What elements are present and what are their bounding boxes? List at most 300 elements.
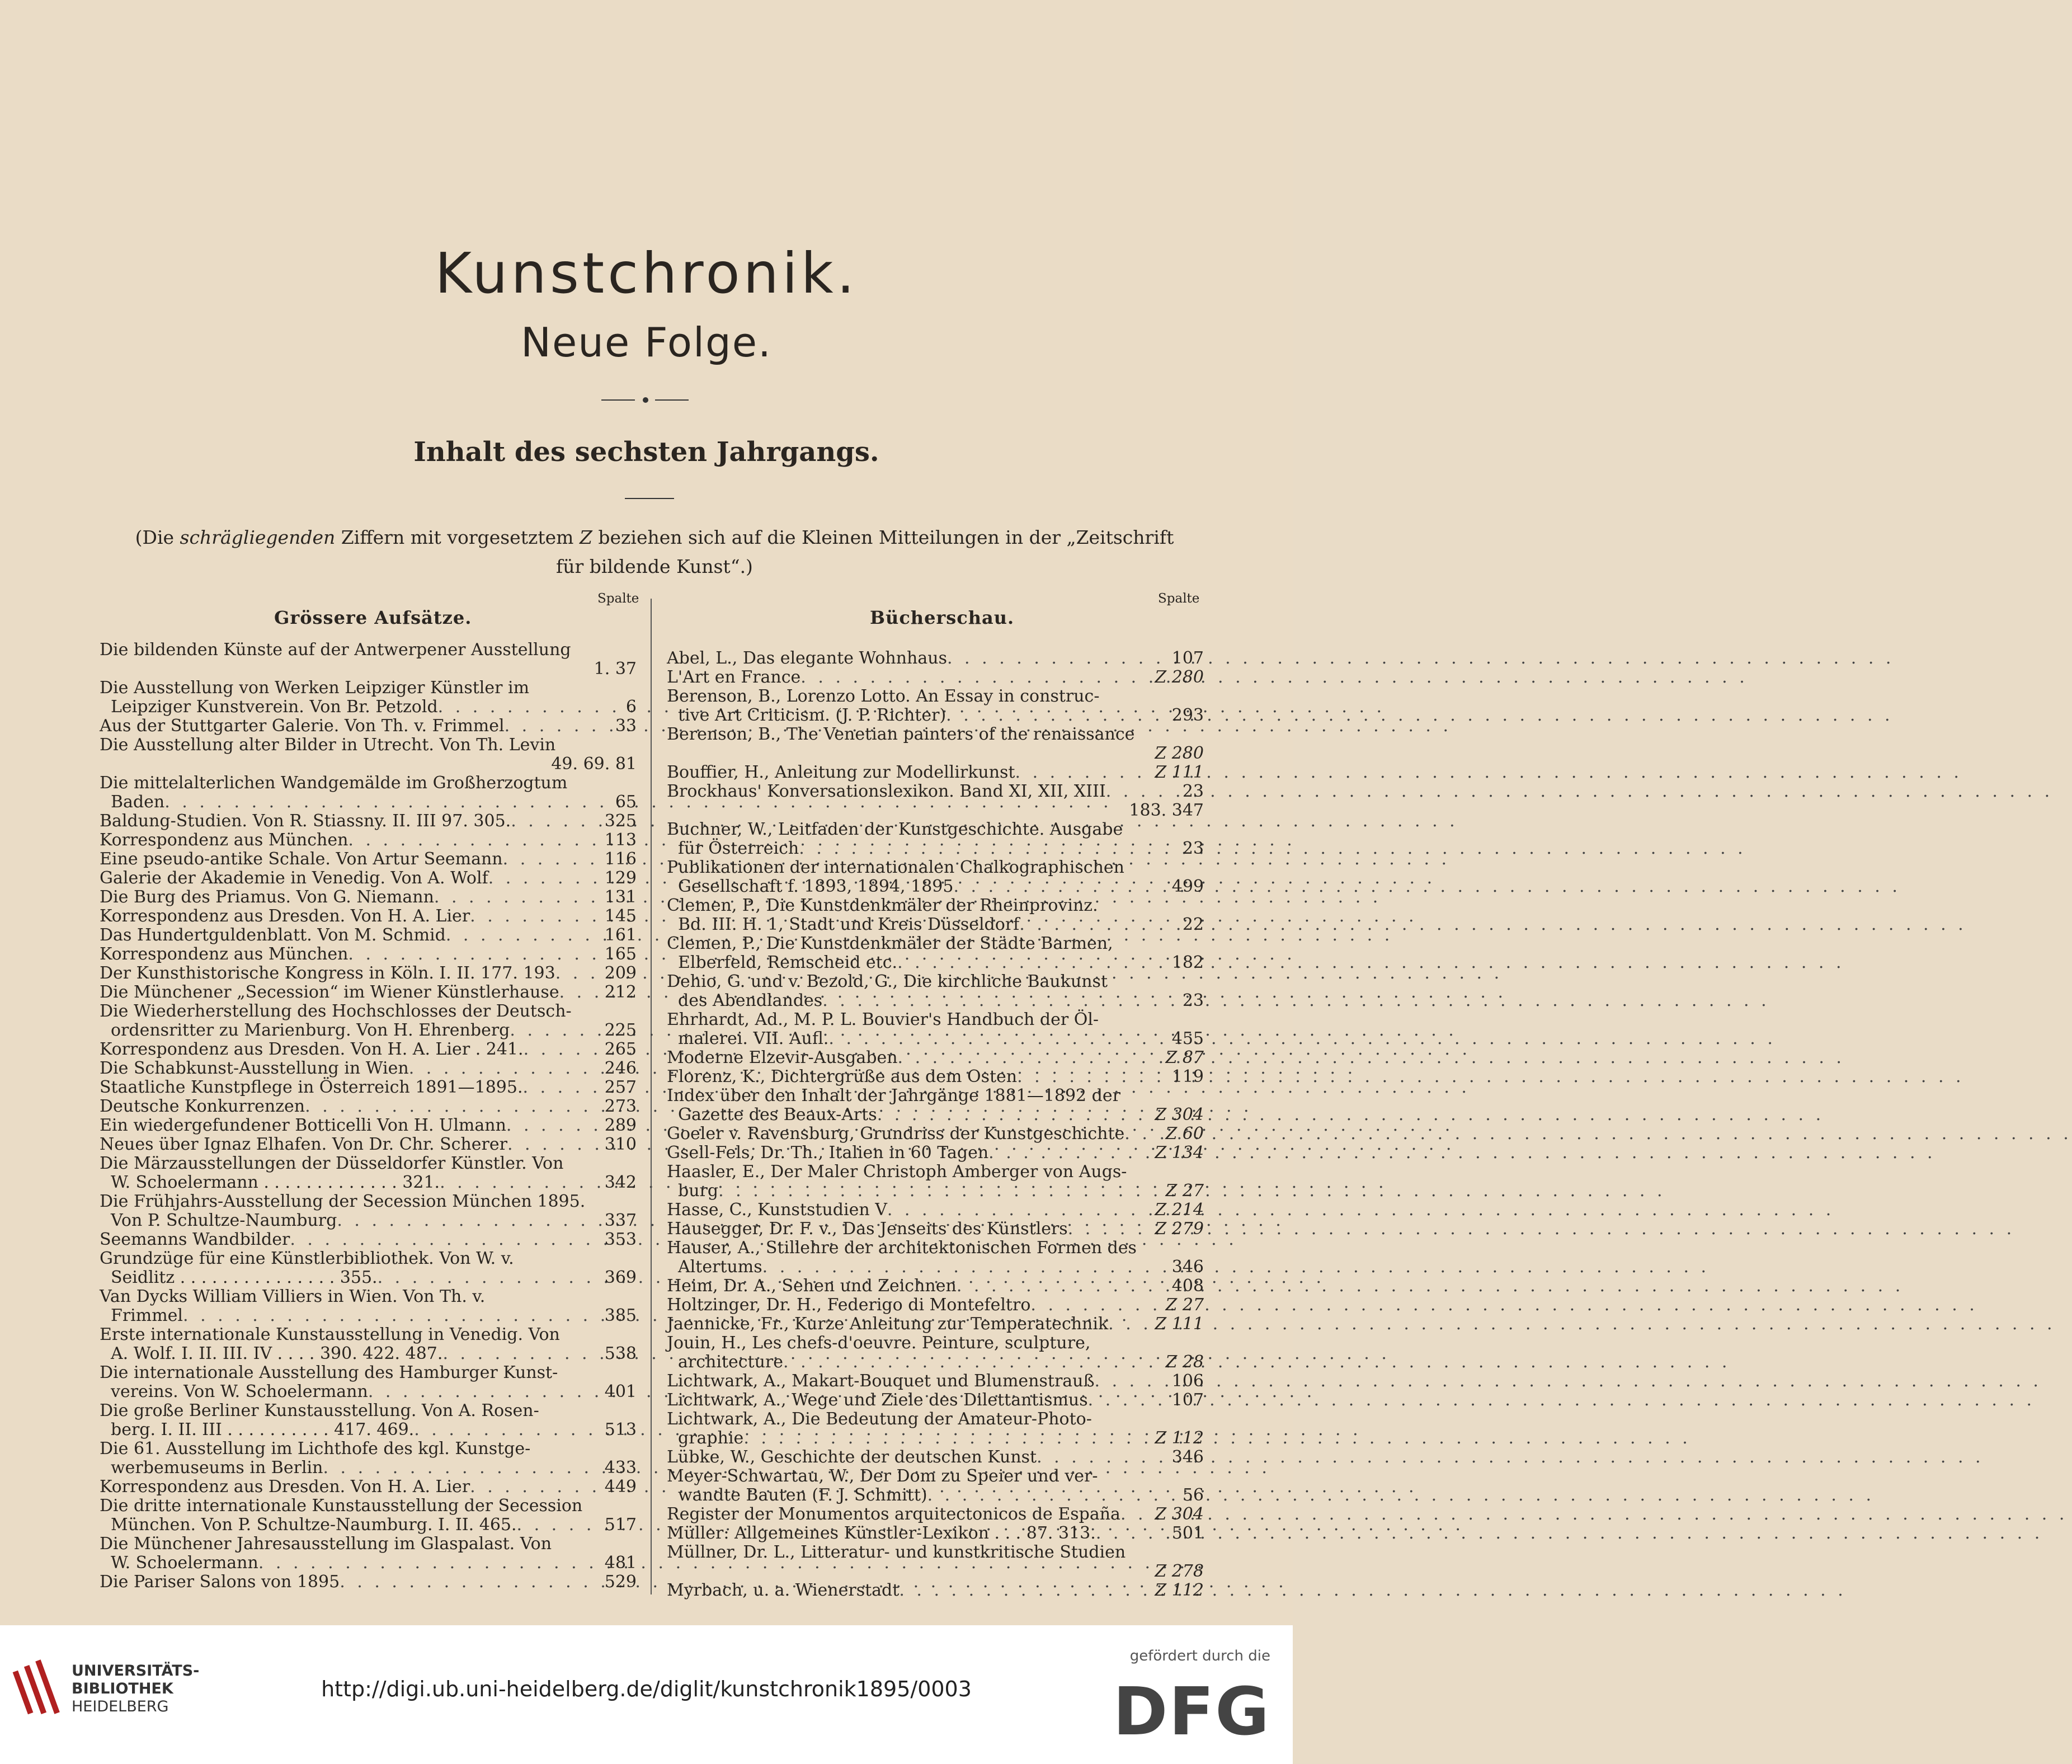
toc-entry-text: berg. I. II. III . . . . . . . . . . 417. 469. [111,1420,415,1440]
toc-entry-column-ref: 433 [604,1458,637,1478]
toc-entry-column-ref: Z 27 [1165,1295,1204,1315]
page-subtitle: Neue Folge. [521,319,772,366]
toc-entry-text: Die Frühjahrs-Ausstellung der Secession München 1895. [100,1192,586,1211]
toc-entry [100,736,637,755]
leader-dots [378,1268,600,1287]
toc-entry-text: Gesellschaft f. 1893, 1894, 1895 [678,877,954,896]
toc-entry [667,782,1204,801]
toc-entry-text: Eine pseudo-antike Schale. Von Artur Seemann [100,849,503,869]
toc-entry-text: München. Von P. Schultze-Naumburg. I. II. 465. [111,1515,517,1535]
toc-entry-column-ref: 23 [1182,782,1204,801]
toc-entry-text: ordensritter zu Marienburg. Von H. Ehrenberg [111,1020,510,1040]
leader-dots [505,717,611,736]
toc-entry-column-ref: 161 [604,925,637,945]
leader-dots [927,1486,1178,1505]
toc-entry [100,1363,637,1382]
toc-entry [100,793,637,812]
toc-entry [667,858,1204,877]
toc-entry-text: Haasler, E., Der Maler Christoph Amberger von Augs- [667,1162,1127,1182]
leader-dots [488,869,600,888]
leader-dots [762,1258,1167,1277]
toc-entry-text: Bd. III. H. 1, Stadt und Kreis Düsseldorf [678,915,1020,934]
toc-entry-column-ref: Z 280 [1155,744,1204,763]
toc-entry-text: Publikationen der internationalen Chalkographischen [667,858,1124,877]
toc-entry-column-ref: 257 [604,1078,637,1097]
toc-entry [100,1192,637,1211]
toc-entry-column-ref: Z 28 [1165,1352,1204,1372]
toc-entry-column-ref: 23 [1182,991,1204,1010]
toc-entry-text: Baden [111,792,165,812]
toc-entry-text: Meyer-Schwartau, W., Der Dom zu Speier und ver- [667,1466,1098,1486]
leader-dots [440,1173,600,1192]
leader-dots [887,1201,1150,1220]
leader-dots [898,1048,1161,1067]
toc-entry-column-ref: 106 [1171,1371,1204,1391]
toc-entry [667,1486,1204,1505]
toc-entry [100,1516,637,1535]
toc-entry-column-ref: Z 111 [1155,1314,1204,1334]
toc-entry-text: burg [678,1181,719,1201]
toc-entry-text: Ein wiedergefundener Botticelli Von H. Ulmann [100,1116,506,1135]
leader-dots [414,1420,600,1440]
toc-entry-text: Die Wiederherstellung des Hochschlosses der Deutsch- [100,1001,572,1021]
toc-entry-text: Baldung-Studien. Von R. Stiassny. II. III 97. 305. [100,811,511,831]
leader-dots [164,793,611,812]
leader-dots [438,698,621,717]
toc-entry [100,641,637,660]
leader-dots [555,964,600,983]
leader-dots [183,1306,600,1325]
toc-entry-column-ref: Z 111 [1155,763,1204,782]
toc-entry [100,1535,637,1554]
toc-entry [100,1573,637,1592]
toc-entry [667,1524,1204,1543]
toc-entry [667,1372,1204,1391]
toc-entry-text: tive Art Criticism. (J. P. Richter) [678,705,946,725]
toc-entry-text: Hasse, C., Kunststudien V [667,1200,887,1220]
toc-entry-text: Holtzinger, Dr. H., Federigo di Montefeltro [667,1295,1031,1315]
leader-dots [799,839,1178,858]
leader-dots [828,1029,1167,1048]
toc-entry [667,1182,1204,1201]
leader-dots [1068,1220,1151,1239]
toc-entry-text: Die internationale Ausstellung des Hamburger Kunst- [100,1363,558,1382]
toc-entry [100,1230,637,1249]
heading-rule [625,498,674,499]
toc-entry-column-ref: 145 [604,906,637,926]
toc-entry-text: Der Kunsthistorische Kongress in Köln. I. II. 177. 193 [100,963,555,983]
toc-entry-column-ref: 212 [604,982,637,1002]
leader-dots [258,1554,600,1573]
toc-entry-text: Von P. Schultze-Naumburg [111,1211,337,1230]
toc-entry [667,953,1204,972]
toc-entry-column-ref: 107 [1171,1390,1204,1410]
toc-entry [100,907,637,926]
toc-entry-column-ref: 6 [625,697,637,717]
toc-entry [667,1029,1204,1048]
toc-entry [100,1344,637,1363]
leader-dots [1088,1391,1167,1410]
toc-entry [667,1543,1204,1562]
footer-bar [0,1625,1293,1764]
toc-entry-column-ref: Z 304 [1155,1105,1204,1125]
toc-entry [667,896,1204,915]
leader-dots [511,812,600,831]
leader-dots [368,1382,600,1401]
toc-entry-text: Gazette des Beaux-Arts [678,1105,877,1125]
leader-dots [1015,763,1151,782]
toc-entry-column-ref: 408 [1171,1276,1204,1296]
leader-dots [290,1230,600,1249]
toc-entry [667,1144,1204,1163]
toc-entry [100,1116,637,1135]
toc-entry-text: Korrespondenz aus München [100,944,349,964]
toc-entry [667,1467,1204,1486]
toc-entry [667,1562,1204,1581]
toc-entry [667,1505,1204,1524]
toc-entry-column-ref: Z 279 [1155,1219,1204,1239]
leader-dots [337,1211,600,1230]
toc-entry [667,972,1204,991]
toc-entry [667,820,1204,839]
toc-entry [100,1420,637,1440]
toc-entry [667,1086,1204,1106]
leader-dots [783,1353,1161,1372]
toc-entry-column-ref: 529 [604,1572,637,1592]
leader-dots [506,1116,600,1135]
leader-dots [877,1106,1151,1125]
toc-entry [667,744,1204,763]
toc-entry-column-ref: 346 [1171,1257,1204,1277]
toc-entry [100,1325,637,1344]
toc-entry-text: Leipziger Kunstverein. Von Br. Petzold [111,697,438,717]
toc-entry-column-ref: 513 [604,1420,637,1440]
toc-entry-column-ref: 289 [604,1116,637,1135]
toc-entry [667,706,1204,725]
toc-entry [100,812,637,831]
toc-entry [100,1249,637,1268]
toc-entry-text: Grundzüge für eine Künstlerbibliothek. Von W. v. [100,1249,514,1268]
toc-entry-column-ref: 49. 69. 81 [551,754,637,774]
toc-entry-text: W. Schoelermann [111,1553,258,1573]
toc-entry [667,1353,1204,1372]
toc-entry-text: A. Wolf. I. II. III. IV . . . . 390. 422. 487. [111,1344,443,1363]
toc-entry-text: Neues über Ignaz Elhafen. Von Dr. Chr. Scherer [100,1135,507,1154]
leader-dots [953,877,1167,896]
toc-entry [667,1296,1204,1315]
leader-dots [947,649,1167,668]
toc-entry-text: Berenson, B., Lorenzo Lotto. An Essay in construc- [667,686,1100,706]
toc-entry-column-ref: Z 27 [1165,1181,1204,1201]
leader-dots [1106,782,1178,801]
toc-entry-column-ref: 353 [604,1230,637,1249]
right-spalte-label: Spalte [1158,591,1200,606]
toc-entry [667,1429,1204,1448]
toc-entry-text: Seemanns Wandbilder [100,1230,290,1249]
leader-dots [1108,1315,1150,1334]
leader-dots [559,983,600,1002]
toc-entry-text: Die Pariser Salons von 1895 [100,1572,340,1592]
leader-dots [340,1573,600,1592]
toc-entry-text: Lichtwark, A., Die Bedeutung der Amateur-Photo- [667,1409,1092,1429]
leader-dots [323,1459,600,1478]
toc-entry [100,1078,637,1097]
toc-entry-column-ref: Z 112 [1155,1580,1204,1600]
toc-entry-text: Elberfeld, Remscheid etc. [678,953,898,972]
toc-entry [667,915,1204,934]
toc-entry-text: Korrespondenz aus München [100,830,349,850]
toc-entry [100,1306,637,1325]
toc-entry [100,888,637,907]
toc-entry-text: Gsell-Fels, Dr. Th., Italien in 60 Tagen [667,1143,989,1163]
toc-entry-column-ref: 119 [1171,1067,1204,1086]
toc-entry-column-ref: 273 [604,1097,637,1116]
toc-entry [667,668,1204,687]
toc-entry [100,850,637,869]
toc-entry-column-ref: 449 [604,1477,637,1497]
toc-entry [667,1277,1204,1296]
toc-entry-column-ref: 65 [615,792,637,812]
toc-entry-column-ref: 183. 347 [1129,801,1204,820]
toc-entry-column-ref: 385 [604,1306,637,1325]
toc-entry-column-ref: Z 112 [1155,1428,1204,1448]
toc-entry-text: Korrespondenz aus Dresden. Von H. A. Lier [100,906,470,926]
toc-entry-column-ref: 342 [604,1173,637,1192]
toc-entry-text: Altertums [678,1257,762,1277]
toc-entry [667,1010,1204,1029]
leader-dots [899,1581,1150,1600]
toc-entry-text: Dehio, G. und v. Bezold, G., Die kirchliche Baukunst [667,972,1108,991]
toc-entry [667,649,1204,668]
toc-entry-column-ref: 337 [604,1211,637,1230]
toc-entry-text: Die bildenden Künste auf der Antwerpener Ausstellung [100,640,571,660]
toc-entry-text: Clemen, P., Die Kunstdenkmäler der Rheinprovinz. [667,896,1098,915]
toc-entry-column-ref: 107 [1171,648,1204,668]
contents-heading: Inhalt des sechsten Jahrgangs. [413,436,879,468]
toc-entry-column-ref: Z 87 [1165,1048,1204,1067]
toc-entry [100,1268,637,1287]
toc-entry [667,1334,1204,1353]
toc-entry-text: Lichtwark, A., Wege und Ziele des Dilettantismus [667,1390,1088,1410]
toc-entry-column-ref: 56 [1182,1485,1204,1505]
library-name: UNIVERSITÄTS- BIBLIOTHEK HEIDELBERG [72,1662,200,1715]
toc-entry-text: Die Münchener „Secession“ im Wiener Künstlerhause [100,982,559,1002]
toc-entry-column-ref: 246 [604,1059,637,1078]
toc-entry [100,679,637,698]
toc-entry [100,1173,637,1192]
right-column-entries [667,649,1204,1600]
leader-dots [946,706,1167,725]
toc-entry [100,1097,637,1116]
source-url-link[interactable]: http://digi.ub.uni-heidelberg.de/diglit/kunstchronik1895/0003 [321,1677,972,1701]
toc-entry [667,991,1204,1010]
toc-entry [100,1497,637,1516]
toc-entry [667,1106,1204,1125]
toc-entry [100,755,637,774]
toc-entry [100,1021,637,1040]
toc-entry [100,1478,637,1497]
toc-entry-text: Korrespondenz aus Dresden. Von H. A. Lier [100,1477,470,1497]
toc-entry-text: Frimmel [111,1306,183,1325]
leader-dots [743,1429,1150,1448]
toc-entry-column-ref: 401 [604,1382,637,1401]
toc-entry-text: werbemuseums in Berlin [111,1458,323,1478]
toc-entry [667,839,1204,858]
toc-entry [100,1382,637,1401]
toc-entry [100,1002,637,1021]
leader-dots [523,1078,600,1097]
toc-entry-text: W. Schoelermann . . . . . . . . . . . . . 321. [111,1173,440,1192]
toc-entry-column-ref: 165 [604,944,637,964]
toc-entry [100,1135,637,1154]
toc-entry-column-ref: Z 134 [1155,1143,1204,1163]
leader-dots [470,907,600,926]
toc-entry [100,660,637,679]
intro-note: (Die schrägliegenden Ziffern mit vorgesetztem Z beziehen sich auf die Kleinen Mitteilungen in der „Zeitschrift für bildende Kunst“.) [135,526,1174,577]
leader-dots [800,668,1150,687]
toc-entry [100,1211,637,1230]
leader-dots [305,1097,600,1116]
toc-entry-text: Die mittelalterlichen Wandgemälde im Großherzogtum [100,773,568,793]
toc-entry [667,687,1204,706]
toc-entry [100,1554,637,1573]
toc-entry [667,1581,1204,1600]
toc-entry-text: Die dritte internationale Kunstausstellung der Secession [100,1496,583,1516]
toc-entry [667,1239,1204,1258]
toc-entry-column-ref: 1. 37 [594,659,637,679]
leader-dots [524,1040,600,1059]
toc-entry [667,1048,1204,1067]
toc-entry-text: architecture [678,1352,784,1372]
toc-entry-column-ref: 346 [1171,1447,1204,1467]
leader-dots [517,1516,600,1535]
toc-entry-text: für Österreich [678,839,799,858]
toc-entry-column-ref: Z 60 [1165,1124,1204,1144]
leader-dots [507,1135,600,1154]
left-spalte-label: Spalte [597,591,639,606]
toc-entry-text: Erste internationale Kunstausstellung in Venedig. Von [100,1325,560,1344]
toc-entry [667,763,1204,782]
toc-entry-text: Lichtwark, A., Makart-Bouquet und Blumenstrauß [667,1371,1095,1391]
toc-entry-text: Lübke, W., Geschichte der deutschen Kunst [667,1447,1037,1467]
left-column-entries [100,641,637,1592]
leader-dots [442,1344,600,1363]
right-column-title: Bücherschau. [870,607,1015,628]
toc-entry-text: Das Hundertguldenblatt. Von M. Schmid [100,925,446,945]
toc-entry-text: malerei. VII. Aufl. [678,1029,829,1048]
toc-entry-text: Florenz, K., Dichtergrüße aus dem Osten [667,1067,1018,1086]
leader-dots [897,953,1167,972]
toc-entry-text: Die Ausstellung alter Bilder in Utrecht. Von Th. Levin [100,735,556,755]
toc-entry-text: Moderne Elzevir-Ausgaben [667,1048,898,1067]
toc-entry [100,1440,637,1459]
toc-entry-text: wandte Bauten (F. J. Schmitt) [678,1485,927,1505]
leader-dots [1096,1524,1167,1543]
leader-dots [510,1021,600,1040]
toc-entry-column-ref: 499 [1171,877,1204,896]
leader-dots [1017,1067,1167,1086]
toc-entry-text: Abel, L., Das elegante Wohnhaus [667,648,947,668]
toc-entry-text: L'Art en France [667,667,801,687]
toc-entry-column-ref: 182 [1171,953,1204,972]
toc-entry-text: Bouffier, H., Anleitung zur Modellirkunst [667,763,1015,782]
toc-entry [667,1067,1204,1086]
leader-dots [409,1059,600,1078]
toc-entry [100,964,637,983]
toc-entry-column-ref: 225 [604,1020,637,1040]
toc-entry-text: Hausegger, Dr. F. v., Das Jenseits des Künstlers [667,1219,1068,1239]
leader-dots [1037,1448,1167,1467]
toc-entry-text: Aus der Stuttgarter Galerie. Von Th. v. Frimmel [100,716,505,736]
toc-entry [667,1391,1204,1410]
toc-entry [667,1163,1204,1182]
toc-entry-text: Die Ausstellung von Werken Leipziger Künstler im [100,678,530,698]
toc-entry-column-ref: 517 [604,1515,637,1535]
toc-entry [100,774,637,793]
leader-dots [348,831,600,850]
toc-entry-column-ref: 131 [604,887,637,907]
toc-entry-text: Brockhaus' Konversationslexikon. Band XI, XII, XIII [667,782,1106,801]
toc-entry-column-ref: 23 [1182,839,1204,858]
leader-dots [957,1277,1167,1296]
toc-entry-column-ref: 129 [604,868,637,888]
toc-entry-column-ref: Z 304 [1155,1504,1204,1524]
leader-dots [446,926,600,945]
toc-entry [100,1154,637,1173]
toc-entry-text: Van Dycks William Villiers in Wien. Von Th. v. [100,1287,486,1306]
leader-dots [1019,915,1178,934]
toc-entry [100,1040,637,1059]
toc-entry [667,1220,1204,1239]
left-column-title: Grössere Aufsätze. [274,607,472,628]
leader-dots [718,1182,1161,1201]
toc-entry [667,1448,1204,1467]
toc-entry [100,1287,637,1306]
toc-entry-text: Hauser, A., Stillehre der architektonischen Formen des [667,1238,1137,1258]
toc-entry-column-ref: 22 [1182,915,1204,934]
toc-entry-text: Seidlitz . . . . . . . . . . . . . . . 355. [111,1268,378,1287]
toc-entry [100,698,637,717]
ornament-divider [601,394,691,406]
toc-entry [100,926,637,945]
toc-entry-text: graphie [678,1428,744,1448]
leader-dots [1095,1372,1167,1391]
toc-entry [100,831,637,850]
toc-entry-column-ref: Z 280 [1155,667,1204,687]
toc-entry-text: Heim, Dr. A., Sehen und Zeichnen [667,1276,957,1296]
toc-entry-text: Die Märzausstellungen der Düsseldorfer Künstler. Von [100,1154,564,1173]
toc-entry-column-ref: 310 [604,1135,637,1154]
toc-entry-text: Berenson, B., The Venetian painters of the renaissance [667,725,1135,744]
toc-entry [100,869,637,888]
leader-dots [434,888,600,907]
toc-entry-text: des Abendlandes [678,991,823,1010]
toc-entry-column-ref: Z 278 [1155,1561,1204,1581]
toc-entry-column-ref: 113 [604,830,637,850]
toc-entry-column-ref: 116 [604,849,637,869]
toc-entry-text: Buchner, W., Leitfaden der Kunstgeschichte. Ausgabe [667,820,1123,839]
toc-entry-text: Die Münchener Jahresausstellung im Glaspalast. Von [100,1534,552,1554]
toc-entry-text: Jouin, H., Les chefs-d'oeuvre. Peinture, sculpture, [667,1333,1091,1353]
toc-entry [100,717,637,736]
toc-entry [667,1315,1204,1334]
toc-entry [100,1059,637,1078]
toc-entry-column-ref: 455 [1171,1029,1204,1048]
leader-dots [348,945,600,964]
toc-entry-text: vereins. Von W. Schoelermann [111,1382,368,1401]
toc-entry-text: Clemen, P., Die Kunstdenkmäler der Städte Barmen, [667,934,1113,953]
toc-entry-text: Ehrhardt, Ad., M. P. L. Bouvier's Handbuch der Öl- [667,1010,1099,1029]
